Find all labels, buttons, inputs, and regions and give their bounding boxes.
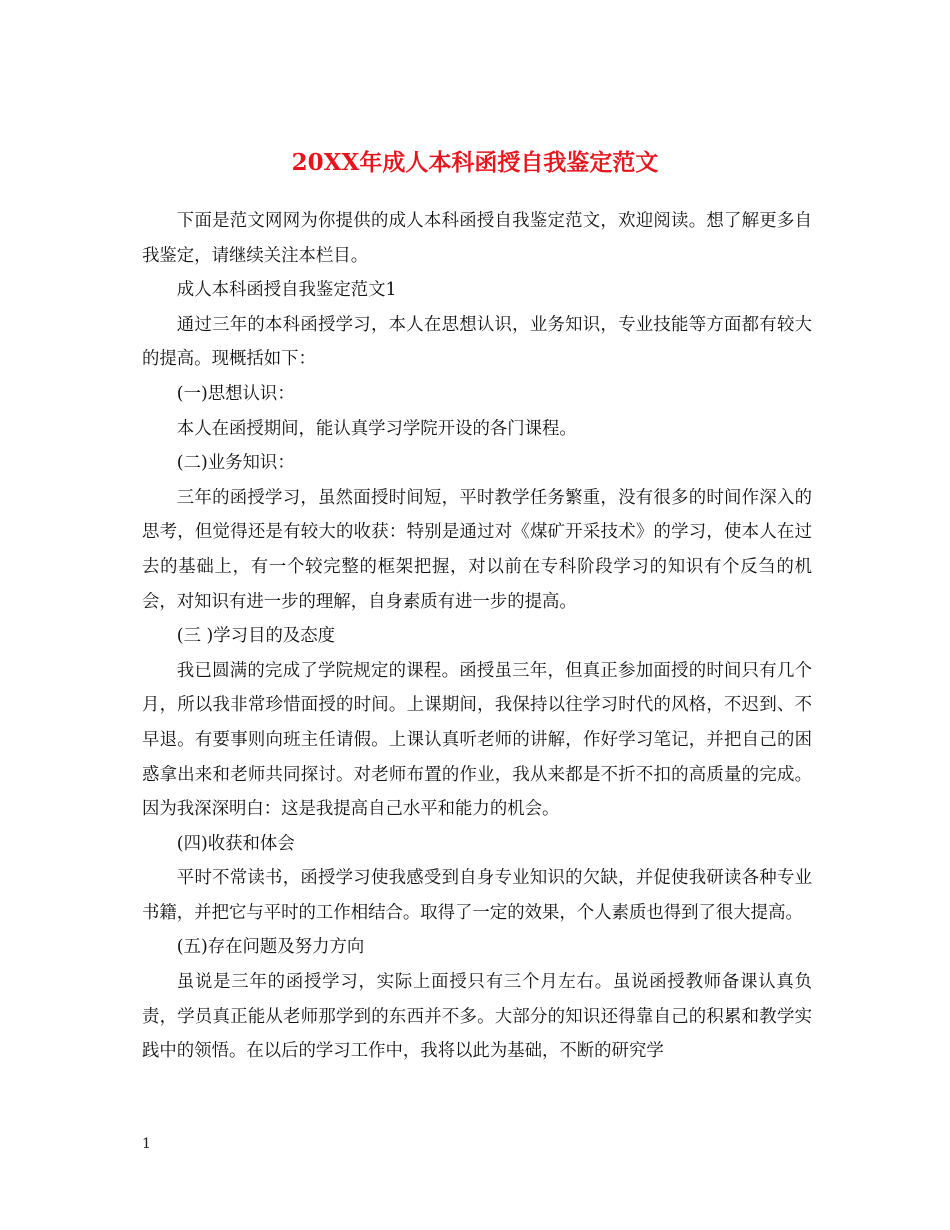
document-body	[142, 204, 812, 1069]
section-heading-1: (一)思想认识：	[176, 383, 295, 404]
section-heading-5: (五)存在问题及努力方向	[176, 937, 365, 958]
section-heading-4: (四)收获和体会	[176, 833, 295, 854]
paragraph-section-4: 平时不常读书，函授学习使我感受到自身专业知识的欠缺，并促使我研读各种专业书籍，并把它与平时的工作相结合。取得了一定的效果，个人素质也得到了很大提高。	[142, 868, 812, 923]
paragraph-section-3: 我已圆满的完成了学院规定的课程。函授虽三年，但真正参加面授的时间只有几个月，所以我非常珍惜面授的时间。上课期间，我保持以往学习时代的风格，不迟到、不早退。有要事则向班主任请假。上课认真听老师的讲解，作好学习笔记，并把自己的困惑拿出来和老师共同探讨。对老师布置的作业，我从来都是不折不扣的高质量的完成。因为我深深明白：这是我提高自己水平和能力的机会。	[142, 660, 812, 820]
paragraph-overview: 通过三年的本科函授学习，本人在思想认识，业务知识，专业技能等方面都有较大的提高。现概括如下：	[142, 314, 812, 370]
paragraph-section-5: 虽说是三年的函授学习，实际上面授只有三个月左右。虽说函授教师备课认真负责，学员真正能从老师那学到的东西并不多。大部分的知识还得靠自己的积累和教学实践中的领悟。在以后的学习工作中，我将以此为基础，不断的研究学	[142, 972, 812, 1062]
paragraph-intro: 下面是范文网网为你提供的成人本科函授自我鉴定范文，欢迎阅读。想了解更多自我鉴定，请继续关注本栏目。	[142, 211, 812, 266]
page-title: 20XX年成人本科函授自我鉴定范文	[291, 149, 659, 177]
paragraph-section-2: 三年的函授学习，虽然面授时间短，平时教学任务繁重，没有很多的时间作深入的思考，但觉得还是有较大的收获：特别是通过对《煤矿开采技术》的学习，使本人在过去的基础上，有一个较完整的框架把握，对以前在专科阶段学习的知识有个反刍的机会，对知识有进一步的理解，自身素质有进一步的提高。	[142, 487, 812, 612]
paragraph-heading-sample: 成人本科函授自我鉴定范文1	[176, 280, 397, 301]
section-heading-2: (二)业务知识：	[176, 453, 295, 474]
paragraph-section-1: 本人在函授期间，能认真学习学院开设的各门课程。	[176, 418, 577, 439]
page-number: 1	[142, 1136, 151, 1152]
section-heading-3: (三 )学习目的及态度	[176, 626, 336, 647]
